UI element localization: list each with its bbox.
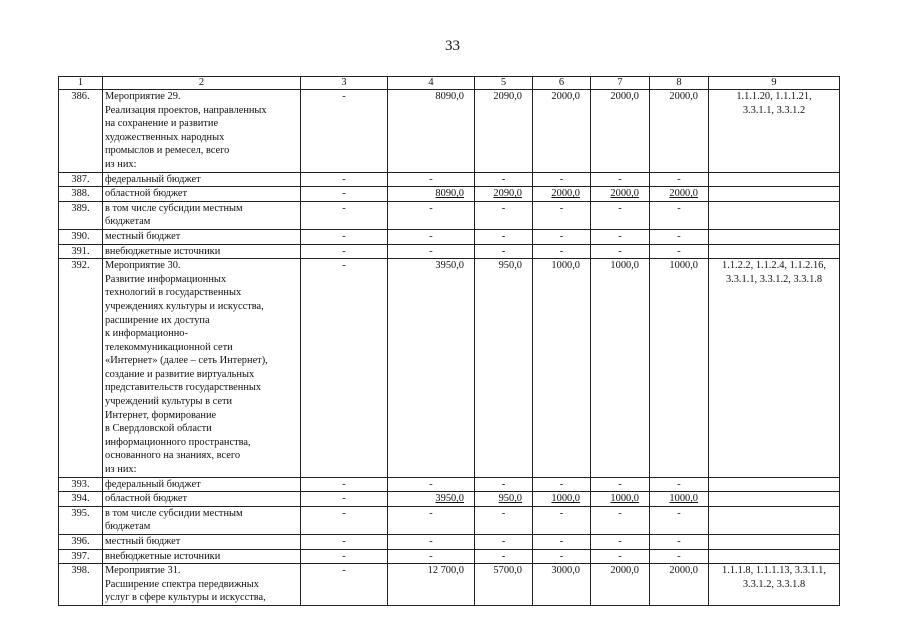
target-codes-cell: [709, 506, 840, 534]
row-name-cell: [103, 535, 301, 550]
column-header: 5: [475, 77, 533, 90]
row-name-line: создание и развитие виртуальных: [105, 368, 255, 380]
row-name-line: областной бюджет: [105, 493, 188, 505]
row-name-line: местный бюджет: [105, 536, 181, 547]
row-name-line: к информационно-: [105, 328, 188, 340]
col3-cell: -: [301, 492, 388, 507]
col3-cell: -: [301, 259, 388, 478]
column-header: 1: [59, 77, 103, 90]
column-header: 2: [103, 77, 301, 90]
year-3-amount-cell: 2000,0: [591, 90, 650, 173]
target-codes-cell: [709, 187, 840, 202]
row-number-cell: 396.: [59, 535, 103, 550]
target-codes-cell: [709, 172, 840, 187]
row-name-line: «Интернет» (далее – сеть Интернет),: [105, 355, 268, 367]
col3-cell: -: [301, 477, 388, 492]
year-2-amount-cell: 2000,0: [533, 90, 591, 173]
row-name-line: расширение их доступа: [105, 314, 210, 326]
year-3-amount-cell: 1000,0: [591, 492, 650, 507]
col3-cell: -: [301, 90, 388, 173]
year-3-amount-cell: -: [591, 172, 650, 187]
col3-cell: -: [301, 201, 388, 229]
year-1-amount-cell: 950,0: [475, 492, 533, 507]
row-name-line: Развитие информационных: [105, 273, 227, 285]
row-name-line: Мероприятие 29.: [105, 91, 181, 102]
target-codes-cell: [709, 477, 840, 492]
row-number-cell: 394.: [59, 492, 103, 507]
target-codes-cell: [709, 549, 840, 564]
target-codes-cell: [709, 259, 840, 478]
row-number-cell: 387.: [59, 172, 103, 187]
year-4-amount-cell: -: [650, 535, 709, 550]
column-header-row: [59, 77, 840, 90]
row-name-cell: [103, 506, 301, 534]
column-header: 4: [388, 77, 475, 90]
row-name-line: бюджетам: [105, 521, 151, 533]
total-amount-cell: 8090,0: [388, 90, 475, 173]
row-name-line: федеральный бюджет: [105, 478, 201, 490]
table-row: [59, 535, 840, 550]
year-2-amount-cell: -: [533, 477, 591, 492]
col3-cell: -: [301, 172, 388, 187]
table-row: [59, 244, 840, 259]
row-name-cell: [103, 492, 301, 507]
col3-cell: -: [301, 187, 388, 202]
budget-table: [58, 76, 840, 606]
table-row: [59, 172, 840, 187]
year-1-amount-cell: -: [475, 549, 533, 564]
year-1-amount-cell: 5700,0: [475, 564, 533, 606]
total-amount-cell: 12 700,0: [388, 564, 475, 606]
row-name-line: Расширение спектра передвижных: [105, 578, 259, 590]
year-3-amount-cell: 2000,0: [591, 187, 650, 202]
year-3-amount-cell: -: [591, 477, 650, 492]
total-amount-cell: -: [388, 172, 475, 187]
row-name-line: учреждениях культуры и искусства,: [105, 300, 264, 312]
row-name-cell: [103, 201, 301, 229]
row-name-line: областной бюджет: [105, 188, 188, 200]
year-4-amount-cell: -: [650, 244, 709, 259]
row-name-cell: [103, 259, 301, 478]
row-name-line: информационного пространства,: [105, 436, 251, 448]
table-row: [59, 477, 840, 492]
year-1-amount-cell: -: [475, 477, 533, 492]
year-1-amount-cell: -: [475, 201, 533, 229]
year-4-amount-cell: 1000,0: [650, 492, 709, 507]
year-4-amount-cell: -: [650, 229, 709, 244]
year-3-amount-cell: -: [591, 244, 650, 259]
column-header: 3: [301, 77, 388, 90]
row-name-cell: [103, 172, 301, 187]
table-row: [59, 229, 840, 244]
year-1-amount-cell: 2090,0: [475, 90, 533, 173]
row-name-cell: [103, 244, 301, 259]
row-name-line: Мероприятие 30.: [105, 260, 181, 272]
year-2-amount-cell: 3000,0: [533, 564, 591, 606]
year-4-amount-cell: -: [650, 549, 709, 564]
row-name-line: услуг в сфере культуры и искусства,: [105, 592, 266, 604]
row-number-cell: 392.: [59, 259, 103, 478]
total-amount-cell: -: [388, 244, 475, 259]
total-amount-cell: -: [388, 201, 475, 229]
row-name-line: представительств государственных: [105, 382, 262, 394]
year-1-amount-cell: -: [475, 172, 533, 187]
year-4-amount-cell: 2000,0: [650, 90, 709, 173]
column-header: 9: [709, 77, 840, 90]
target-code-line: 3.3.1.1, 3.3.1.2: [742, 104, 806, 116]
row-name-cell: [103, 549, 301, 564]
year-2-amount-cell: 1000,0: [533, 492, 591, 507]
row-name-cell: [103, 477, 301, 492]
row-name-line: Интернет, формирование: [105, 409, 217, 421]
row-number-cell: 391.: [59, 244, 103, 259]
target-codes-cell: [709, 229, 840, 244]
year-2-amount-cell: -: [533, 229, 591, 244]
row-number-cell: 389.: [59, 201, 103, 229]
year-4-amount-cell: 2000,0: [650, 564, 709, 606]
target-code-line: 1.1.2.2, 1.1.2.4, 1.1.2.16,: [722, 260, 826, 272]
column-header: 6: [533, 77, 591, 90]
col3-cell: -: [301, 229, 388, 244]
row-number-cell: 390.: [59, 229, 103, 244]
total-amount-cell: -: [388, 506, 475, 534]
year-2-amount-cell: -: [533, 172, 591, 187]
year-2-amount-cell: -: [533, 506, 591, 534]
year-1-amount-cell: -: [475, 229, 533, 244]
row-number-cell: 388.: [59, 187, 103, 202]
row-number-cell: 397.: [59, 549, 103, 564]
target-code-line: 1.1.1.20, 1.1.1.21,: [736, 91, 812, 102]
year-1-amount-cell: 2090,0: [475, 187, 533, 202]
row-name-line: Реализация проектов, направленных: [105, 104, 267, 116]
target-codes-cell: [709, 201, 840, 229]
year-1-amount-cell: 950,0: [475, 259, 533, 478]
year-4-amount-cell: -: [650, 201, 709, 229]
row-name-line: промыслов и ремесел, всего: [105, 145, 230, 157]
year-4-amount-cell: -: [650, 506, 709, 534]
row-name-cell: [103, 564, 301, 606]
target-codes-cell: [709, 535, 840, 550]
year-3-amount-cell: 1000,0: [591, 259, 650, 478]
row-name-line: в том числе субсидии местным: [105, 202, 243, 214]
row-name-line: внебюджетные источники: [105, 550, 221, 562]
year-2-amount-cell: 1000,0: [533, 259, 591, 478]
row-number-cell: 393.: [59, 477, 103, 492]
row-name-line: в том числе субсидии местным: [105, 507, 243, 519]
year-2-amount-cell: -: [533, 201, 591, 229]
table-row: [59, 564, 840, 606]
target-code-line: 3.3.1.2, 3.3.1.8: [742, 578, 806, 590]
year-1-amount-cell: -: [475, 244, 533, 259]
total-amount-cell: -: [388, 535, 475, 550]
year-3-amount-cell: -: [591, 549, 650, 564]
year-3-amount-cell: 2000,0: [591, 564, 650, 606]
year-3-amount-cell: -: [591, 201, 650, 229]
column-header: 8: [650, 77, 709, 90]
year-2-amount-cell: -: [533, 244, 591, 259]
total-amount-cell: -: [388, 229, 475, 244]
target-codes-cell: [709, 90, 840, 173]
col3-cell: -: [301, 535, 388, 550]
row-name-line: телекоммуникационной сети: [105, 341, 233, 353]
year-1-amount-cell: -: [475, 535, 533, 550]
col3-cell: -: [301, 564, 388, 606]
column-header: 7: [591, 77, 650, 90]
table-row: [59, 492, 840, 507]
year-4-amount-cell: 1000,0: [650, 259, 709, 478]
year-2-amount-cell: -: [533, 549, 591, 564]
col3-cell: -: [301, 244, 388, 259]
row-number-cell: 386.: [59, 90, 103, 173]
row-name-line: внебюджетные источники: [105, 245, 221, 257]
col3-cell: -: [301, 549, 388, 564]
target-code-line: 3.3.1.1, 3.3.1.2, 3.3.1.8: [725, 273, 823, 285]
row-name-line: федеральный бюджет: [105, 173, 201, 185]
table-body: [59, 77, 840, 606]
total-amount-cell: 3950,0: [388, 492, 475, 507]
row-name-cell: [103, 187, 301, 202]
table-row: [59, 259, 840, 478]
row-name-line: учреждений культуры в сети: [105, 396, 233, 408]
row-number-cell: 398.: [59, 564, 103, 606]
row-number-cell: 395.: [59, 506, 103, 534]
total-amount-cell: -: [388, 549, 475, 564]
row-name-line: из них:: [105, 464, 137, 476]
year-4-amount-cell: -: [650, 477, 709, 492]
table-row: [59, 90, 840, 173]
row-name-cell: [103, 229, 301, 244]
row-name-line: основанного на знаниях, всего: [105, 450, 241, 462]
row-name-cell: [103, 90, 301, 173]
year-2-amount-cell: 2000,0: [533, 187, 591, 202]
year-4-amount-cell: 2000,0: [650, 187, 709, 202]
table-row: [59, 506, 840, 534]
year-3-amount-cell: -: [591, 229, 650, 244]
row-name-line: на сохранение и развитие: [105, 118, 219, 130]
year-2-amount-cell: -: [533, 535, 591, 550]
table-row: [59, 201, 840, 229]
row-name-line: местный бюджет: [105, 230, 181, 242]
target-codes-cell: [709, 244, 840, 259]
row-name-line: в Свердловской области: [105, 423, 212, 435]
target-codes-cell: [709, 492, 840, 507]
total-amount-cell: -: [388, 477, 475, 492]
row-name-line: художественных народных: [105, 131, 225, 143]
row-name-line: бюджетам: [105, 216, 151, 228]
row-name-line: технологий в государственных: [105, 287, 242, 299]
total-amount-cell: 8090,0: [388, 187, 475, 202]
target-codes-cell: [709, 564, 840, 606]
table-row: [59, 549, 840, 564]
col3-cell: -: [301, 506, 388, 534]
row-name-line: Мероприятие 31.: [105, 565, 181, 577]
total-amount-cell: 3950,0: [388, 259, 475, 478]
year-4-amount-cell: -: [650, 172, 709, 187]
page-number: 33: [445, 38, 460, 54]
year-1-amount-cell: -: [475, 506, 533, 534]
year-3-amount-cell: -: [591, 535, 650, 550]
year-3-amount-cell: -: [591, 506, 650, 534]
table-row: [59, 187, 840, 202]
target-code-line: 1.1.1.8, 1.1.1.13, 3.3.1.1,: [722, 565, 826, 577]
row-name-line: из них:: [105, 158, 137, 170]
